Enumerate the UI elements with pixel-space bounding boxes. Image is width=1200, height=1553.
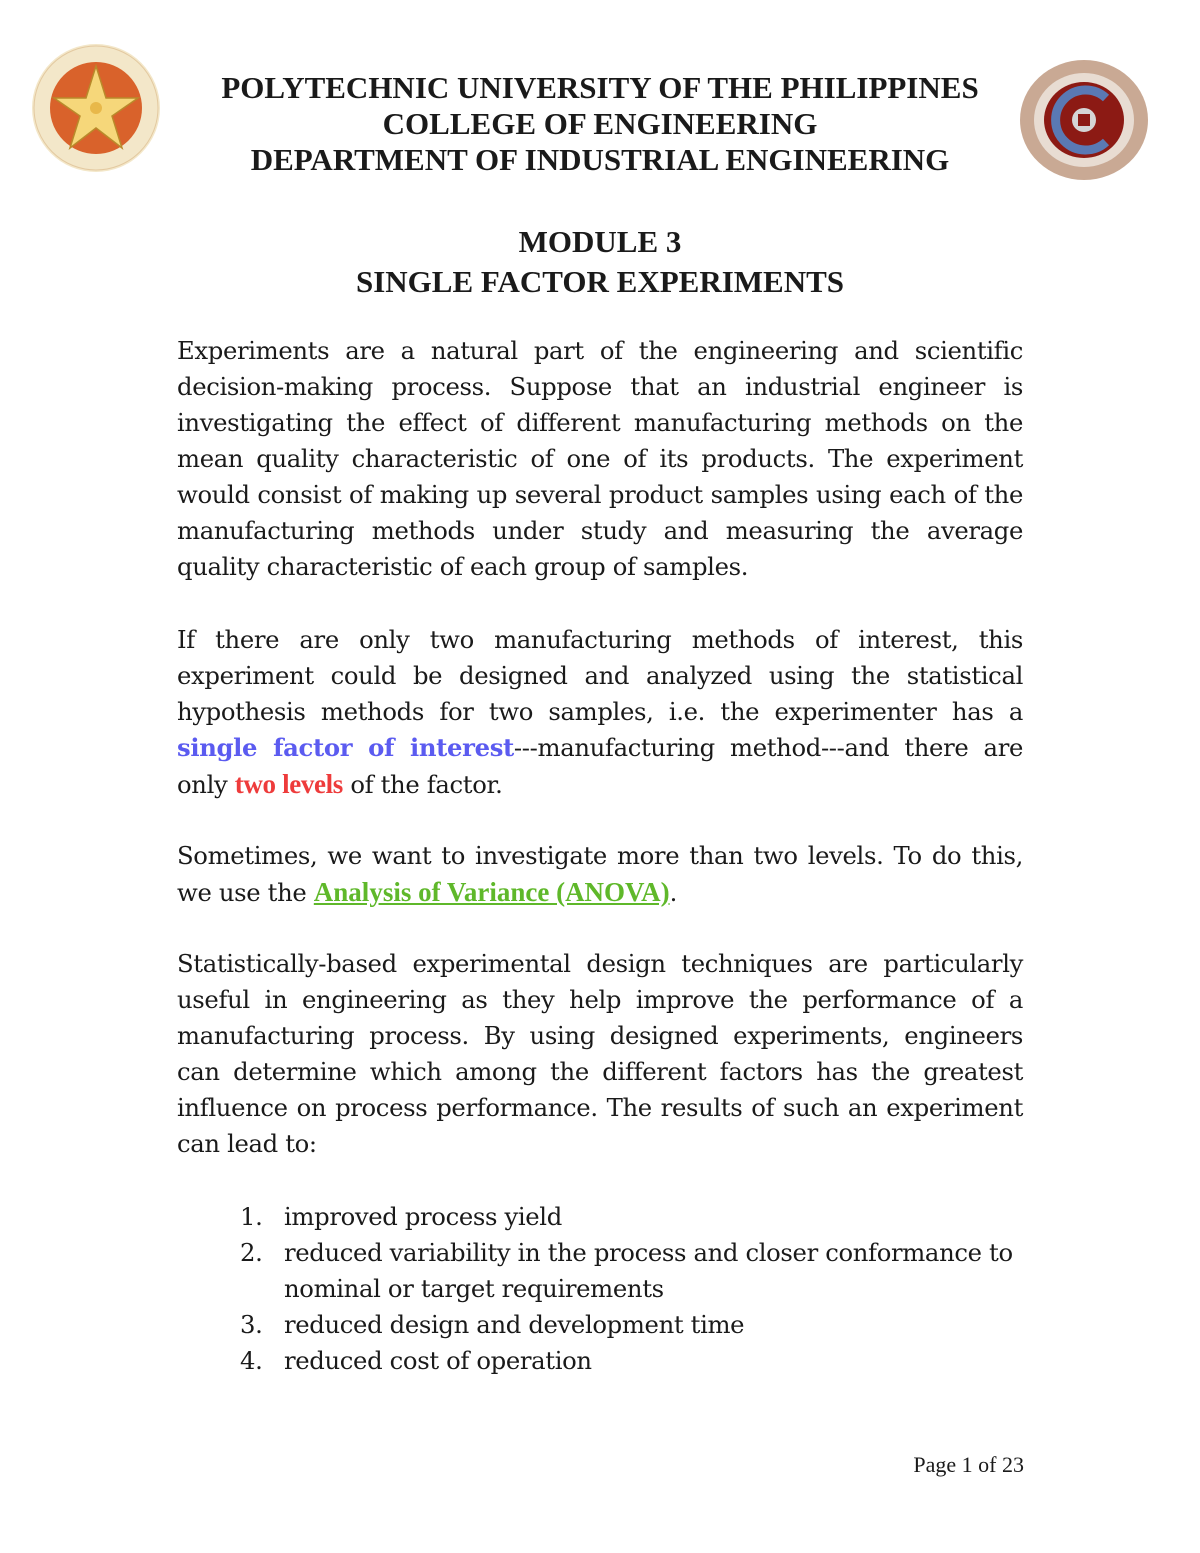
list-number: 4. xyxy=(240,1346,263,1375)
paragraph-design-techniques: Statistically-based experimental design techniques are particularly useful in engineering as they help improve the performance of a manufacturing process. By using designed experiments, engineers can determine which among the different factors has the greatest influence on process performance. The results of such an experiment can lead to: xyxy=(177,949,1023,1158)
module-subtitle: SINGLE FACTOR EXPERIMENTS xyxy=(355,264,845,299)
list-number: 3. xyxy=(240,1310,263,1339)
paragraph-anova xyxy=(177,838,1023,911)
paragraph-text: . xyxy=(669,878,677,907)
paragraph-two-methods xyxy=(177,622,1023,803)
paragraph-text: Sometimes, we want to investigate more than two levels. To do this, we use the xyxy=(177,841,1023,907)
paragraph-text: of the factor. xyxy=(342,770,503,799)
anova-link[interactable]: Analysis of Variance (ANOVA) xyxy=(313,877,670,907)
list-item xyxy=(240,1235,1030,1307)
list-item xyxy=(240,1343,1030,1379)
paragraph-intro: Experiments are a natural part of the engineering and scientific decision-making process. Suppose that an industrial engineer is investigating the effect of different manufacturing methods on the mean quality characteristic of one of its products. The experiment would consist of making up several product samples using each of the manufacturing methods under study and measuring the average quality characteristic of each group of samples. xyxy=(177,336,1023,581)
university-seal-logo xyxy=(30,42,162,174)
institution-header xyxy=(180,70,1020,178)
list-number: 1. xyxy=(240,1202,263,1231)
college-name: COLLEGE OF ENGINEERING xyxy=(382,106,818,141)
page-number: Page 1 of 23 xyxy=(913,1452,1024,1477)
highlight-single-factor: single factor of interest xyxy=(177,733,514,762)
list-text: improved process yield xyxy=(284,1202,562,1231)
results-list xyxy=(240,1199,1030,1379)
list-text: reduced cost of operation xyxy=(284,1346,592,1375)
university-name: POLYTECHNIC UNIVERSITY OF THE PHILIPPINES xyxy=(221,70,979,105)
highlight-two-levels: two levels xyxy=(234,769,343,799)
module-number: MODULE 3 xyxy=(518,224,682,259)
list-text: reduced variability in the process and closer conformance to nominal or target requirements xyxy=(284,1238,1013,1303)
department-name: DEPARTMENT OF INDUSTRIAL ENGINEERING xyxy=(250,142,950,177)
paragraph-text: If there are only two manufacturing methods of interest, this experiment could be designed and analyzed using the statistical hypothesis methods for two samples, i.e. the experimenter has a xyxy=(177,625,1023,726)
paragraph-text: ---manufacturing method---and there are only xyxy=(177,733,1023,799)
list-number: 2. xyxy=(240,1238,263,1267)
list-item xyxy=(240,1199,1030,1235)
list-text: reduced design and development time xyxy=(284,1310,745,1339)
module-title xyxy=(180,222,1020,302)
college-seal-logo xyxy=(1018,58,1150,182)
list-item xyxy=(240,1307,1030,1343)
